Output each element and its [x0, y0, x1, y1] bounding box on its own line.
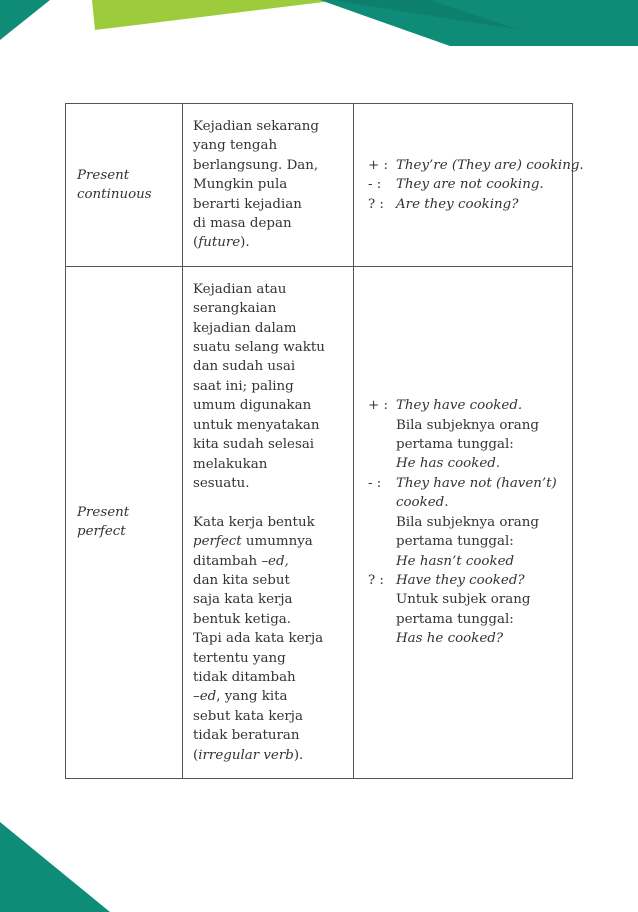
- meaning-line: saja kata kerja: [193, 592, 293, 608]
- meaning-line: yang tengah: [193, 138, 278, 154]
- meaning-line: untuk menyatakan: [193, 417, 320, 433]
- meaning-line: Mungkin pula: [193, 177, 288, 193]
- table-row-present-perfect: [66, 266, 573, 778]
- sign-question: ? :: [368, 572, 384, 588]
- example-line-question: [368, 195, 572, 214]
- example-text: They are not cooking.: [396, 177, 544, 193]
- tense-name-line: continuous: [77, 186, 152, 202]
- meaning-line: Kejadian sekarang: [193, 119, 319, 134]
- paren: (: [193, 235, 199, 251]
- sign-positive: + :: [368, 398, 388, 414]
- meaning-line: Kata kerja bentuk: [193, 514, 315, 530]
- table-row-present-continuous: [66, 104, 573, 267]
- italic-term: –ed,: [261, 553, 289, 569]
- meaning-line: [193, 532, 353, 551]
- meaning-line: umum digunakan: [193, 398, 312, 414]
- example-text: They’re (They are) cooking.: [396, 157, 584, 173]
- italic-term: irregular verb: [198, 747, 294, 763]
- meaning-line: Tapi ada kata kerja: [193, 631, 324, 647]
- meaning-line: kejadian dalam: [193, 320, 297, 336]
- sign-negative: - :: [368, 475, 382, 491]
- meaning-line: suatu selang waktu: [193, 340, 325, 356]
- tense-name-line: perfect: [77, 524, 126, 540]
- example-line-positive: [368, 396, 572, 415]
- meaning-line: bentuk ketiga.: [193, 611, 292, 627]
- examples-cell: [354, 104, 584, 267]
- meaning-line: dan sudah usai: [193, 359, 296, 375]
- meaning-line: Kejadian atau: [193, 281, 287, 297]
- example-note: Bila subjeknya orang: [396, 417, 539, 433]
- tense-name-cell: [66, 266, 183, 778]
- meaning-text: , yang kita: [216, 689, 288, 705]
- tense-name-line: Present: [77, 505, 130, 520]
- meaning-line: serangkaian: [193, 301, 277, 317]
- sign-positive: + :: [368, 157, 388, 173]
- meaning-line: dan kita sebut: [193, 572, 290, 588]
- meaning-cell: [183, 266, 354, 778]
- examples-cell: [354, 266, 573, 778]
- example-alt: He hasn’t cooked: [396, 553, 515, 569]
- example-alt: Has he cooked?: [396, 631, 504, 647]
- meaning-line: [193, 687, 353, 706]
- paragraph-gap: [193, 493, 353, 512]
- meaning-line: [193, 746, 353, 765]
- meaning-line: berarti kejadian: [193, 196, 302, 212]
- meaning-line: sesuatu.: [193, 475, 250, 491]
- tense-name-cell: [66, 104, 183, 267]
- meaning-line: tertentu yang: [193, 650, 286, 666]
- example-text: .: [444, 495, 449, 511]
- example-text: They have cooked.: [396, 398, 523, 414]
- meaning-line: melakukan: [193, 456, 268, 472]
- example-line-negative: [368, 175, 572, 194]
- italic-term: future: [198, 235, 241, 251]
- paren: ).: [293, 747, 304, 763]
- meaning-line: saat ini; paling: [193, 378, 294, 394]
- italic-term: perfect: [193, 534, 242, 550]
- tenses-table: [65, 103, 584, 779]
- example-line-negative: [368, 474, 572, 493]
- meaning-line: tidak ditambah: [193, 669, 296, 685]
- meaning-line: berlangsung. Dan,: [193, 157, 319, 173]
- example-text: They have not (haven’t): [396, 475, 557, 491]
- meaning-line: sebut kata kerja: [193, 708, 303, 724]
- example-line-positive: [368, 156, 584, 175]
- italic-term: –ed: [193, 689, 217, 705]
- example-alt: He has cooked.: [396, 456, 501, 472]
- meaning-line: di masa depan: [193, 216, 292, 232]
- example-note: pertama tunggal:: [396, 437, 514, 453]
- sign-negative: - :: [368, 177, 382, 193]
- example-text: cooked: [396, 495, 445, 511]
- meaning-line: [193, 233, 353, 252]
- example-note: pertama tunggal:: [396, 534, 514, 550]
- example-text: Have they cooked?: [396, 572, 525, 588]
- tense-name-line: Present: [77, 167, 130, 183]
- meaning-text: umumnya: [241, 534, 313, 550]
- example-note: pertama tunggal:: [396, 611, 514, 627]
- example-note: Untuk subjek orang: [396, 592, 531, 608]
- meaning-text: ditambah: [193, 553, 262, 569]
- meaning-cell: [183, 104, 354, 267]
- example-note: Bila subjeknya orang: [396, 514, 539, 530]
- example-text-cont: [368, 493, 572, 512]
- meaning-line: [193, 552, 353, 571]
- paren: ).: [240, 235, 250, 251]
- sign-question: ? :: [368, 196, 384, 212]
- example-line-question: [368, 571, 572, 590]
- bottom-left-decoration: [0, 812, 120, 912]
- top-decoration: [0, 0, 638, 50]
- meaning-line: tidak beraturan: [193, 728, 300, 744]
- paren: (: [193, 747, 199, 763]
- meaning-line: kita sudah selesai: [193, 437, 315, 453]
- example-text: Are they cooking?: [396, 196, 519, 212]
